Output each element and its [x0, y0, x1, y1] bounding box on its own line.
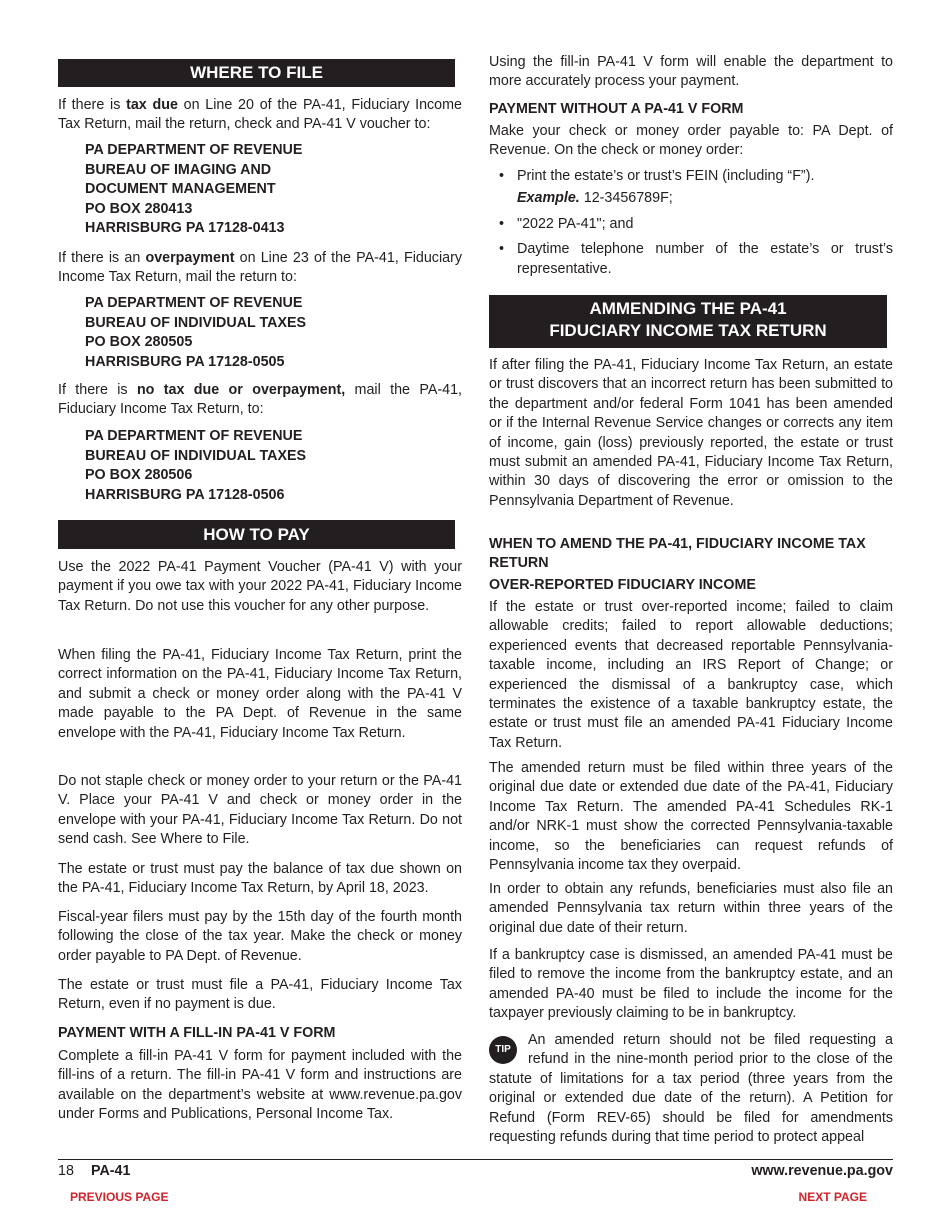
- how-to-pay-heading: HOW TO PAY: [58, 520, 455, 549]
- form-name: PA-41: [91, 1163, 131, 1179]
- how-to-pay-p2: When filing the PA-41, Fiduciary Income Tax Return, print the correct information on the PA-41, Fiduciary Income Tax Return, and submit a check or money order along with the PA-41 V made payable to the PA Dept. of Revenue in the same envelope with the PA-41, Fiduciary Income Tax Return.: [58, 647, 462, 741]
- list-item: Example. 12-3456789F;: [517, 190, 673, 207]
- amending-paragraph: If after filing the PA-41, Fiduciary Income Tax Return, an estate or trust discovers that an incorrect return has been submitted to the department and/or federal Form 1041 has been amended or if the Internal Revenue Service changes or corrects any item of income, gain (loss) previously reported, the estate or trust must submit an amended PA-41, Fiduciary Income Tax Return, within 30 days of discovering the error or omission to the Pennsylvania Department of Revenue.: [489, 357, 893, 509]
- where-to-file-heading: WHERE TO FILE: [58, 59, 455, 87]
- no-tax-due-paragraph: If there is no tax due or overpayment, mail the PA-41, Fiduciary Income Tax Return, to:: [58, 382, 462, 418]
- over-reported-heading: OVER-REPORTED FIDUCIARY INCOME: [489, 577, 756, 593]
- list-item: • Print the estate’s or trust’s FEIN (including “F”).: [489, 167, 893, 186]
- how-to-pay-p3: Do not staple check or money order to your return or the PA-41 V. Place your PA-41 V and check or money order in the envelope with your PA-41, Fiduciary Income Tax Return. Do not send cash. See Where to File.: [58, 773, 462, 848]
- over-reported-p4: If a bankruptcy case is dismissed, an amended PA-41 must be filed to remove the income from the bankruptcy estate, and an amended PA-40 must be filed to include the income for the taxpayer previously claiming to be in bankruptcy.: [489, 947, 893, 1022]
- list-item: • Daytime telephone number of the estate’s or trust’s representative.: [499, 241, 893, 277]
- footer-divider: [58, 1159, 893, 1160]
- how-to-pay-p5: Fiscal-year filers must pay by the 15th day of the fourth month following the close of the tax year. Make the check or money order payable to PA Dept. of Revenue.: [58, 909, 462, 964]
- tip-icon: TIP: [489, 1036, 517, 1064]
- tax-due-address: PA DEPARTMENT OF REVENUE BUREAU OF IMAGING AND DOCUMENT MANAGEMENT PO BOX 280413 HARRISBURG PA 17128-0413: [85, 142, 303, 237]
- amending-heading: AMMENDING THE PA-41 FIDUCIARY INCOME TAX RETURN: [489, 295, 887, 348]
- how-to-pay-p4: The estate or trust must pay the balance of tax due shown on the PA-41, Fiduciary Income Tax Return, by April 18, 2023.: [58, 861, 462, 897]
- bullet-icon: •: [499, 215, 505, 232]
- fillin-continued: Using the fill-in PA-41 V form will enable the department to more accurately process your payment.: [489, 54, 893, 90]
- over-reported-p3: In order to obtain any refunds, beneficiaries must also file an amended Pennsylvania tax return within three years of the original due date of their return.: [489, 881, 893, 936]
- previous-page-link[interactable]: PREVIOUS PAGE: [70, 1190, 169, 1204]
- next-page-link[interactable]: NEXT PAGE: [798, 1190, 867, 1204]
- fillin-paragraph: Complete a fill-in PA-41 V form for payment included with the fill-ins of a return. The fill-in PA-41 V form and instructions are available on the department’s website at www.revenue.pa.gov under Forms and Publications, Personal Income Tax.: [58, 1048, 462, 1123]
- overpayment-address: PA DEPARTMENT OF REVENUE BUREAU OF INDIVIDUAL TAXES PO BOX 280505 HARRISBURG PA 17128-0505: [85, 295, 307, 370]
- no-tax-due-address: PA DEPARTMENT OF REVENUE BUREAU OF INDIVIDUAL TAXES PO BOX 280506 HARRISBURG PA 17128-0506: [85, 428, 307, 503]
- tip-block: [489, 1031, 893, 1147]
- check-instructions-list: [489, 167, 893, 279]
- without-form-paragraph: Make your check or money order payable to: PA Dept. of Revenue. On the check or money order:: [489, 123, 893, 159]
- how-to-pay-p6: The estate or trust must file a PA-41, Fiduciary Income Tax Return, even if no payment is due.: [58, 977, 462, 1013]
- how-to-pay-p1: Use the 2022 PA-41 Payment Voucher (PA-41 V) with your payment if you owe tax with your 2022 PA-41, Fiduciary Income Tax Return. Do not use this voucher for any other purpose.: [58, 559, 462, 614]
- without-form-heading: PAYMENT WITHOUT A PA-41 V FORM: [489, 101, 744, 117]
- bullet-icon: •: [499, 241, 505, 258]
- over-reported-p2: The amended return must be filed within three years of the original due date or extended due date of the PA-41, Fiduciary Income Tax Return. The amended PA-41 Schedules RK-1 and/or NRK-1 must show the corrected Pennsylvania-taxable income, so the beneficiaries can request refunds of Pennsylvania income tax they overpaid.: [489, 760, 893, 874]
- overpayment-paragraph: If there is an overpayment on Line 23 of the PA-41, Fiduciary Income Tax Return, mail the return to:: [58, 250, 462, 286]
- list-item: • "2022 PA-41"; and: [489, 215, 893, 234]
- over-reported-p1: If the estate or trust over-reported income; failed to claim allowable credits; failed to report allowable deductions; experienced events that decreased reportable Pennsylvania-taxable income, including an IRS Report of Change; or experienced the dismissal of a bankruptcy case, which terminates the existence of a taxable bankruptcy estate, the estate or trust must file an amended PA-41 Fiduciary Income Tax Return.: [489, 599, 893, 751]
- when-to-amend-heading: WHEN TO AMEND THE PA-41, FIDUCIARY INCOME TAX RETURN: [489, 536, 866, 572]
- page-number: 18: [58, 1163, 74, 1179]
- tip-paragraph: An amended return should not be filed requesting a refund in the nine-month period prior to the close of the statute of limitations for a tax period (three years from the original or extended due date of the return). A Petition for Refund (Form REV-65) should be filed for amendments requesting refunds during that time period to protect appeal: [489, 1032, 893, 1146]
- website-url: www.revenue.pa.gov: [751, 1163, 893, 1179]
- bullet-icon: •: [499, 168, 505, 184]
- tax-due-paragraph: If there is tax due on Line 20 of the PA-41, Fiduciary Income Tax Return, mail the return, check and PA-41 V voucher to:: [58, 97, 462, 133]
- fillin-heading: PAYMENT WITH A FILL-IN PA-41 V FORM: [58, 1025, 336, 1041]
